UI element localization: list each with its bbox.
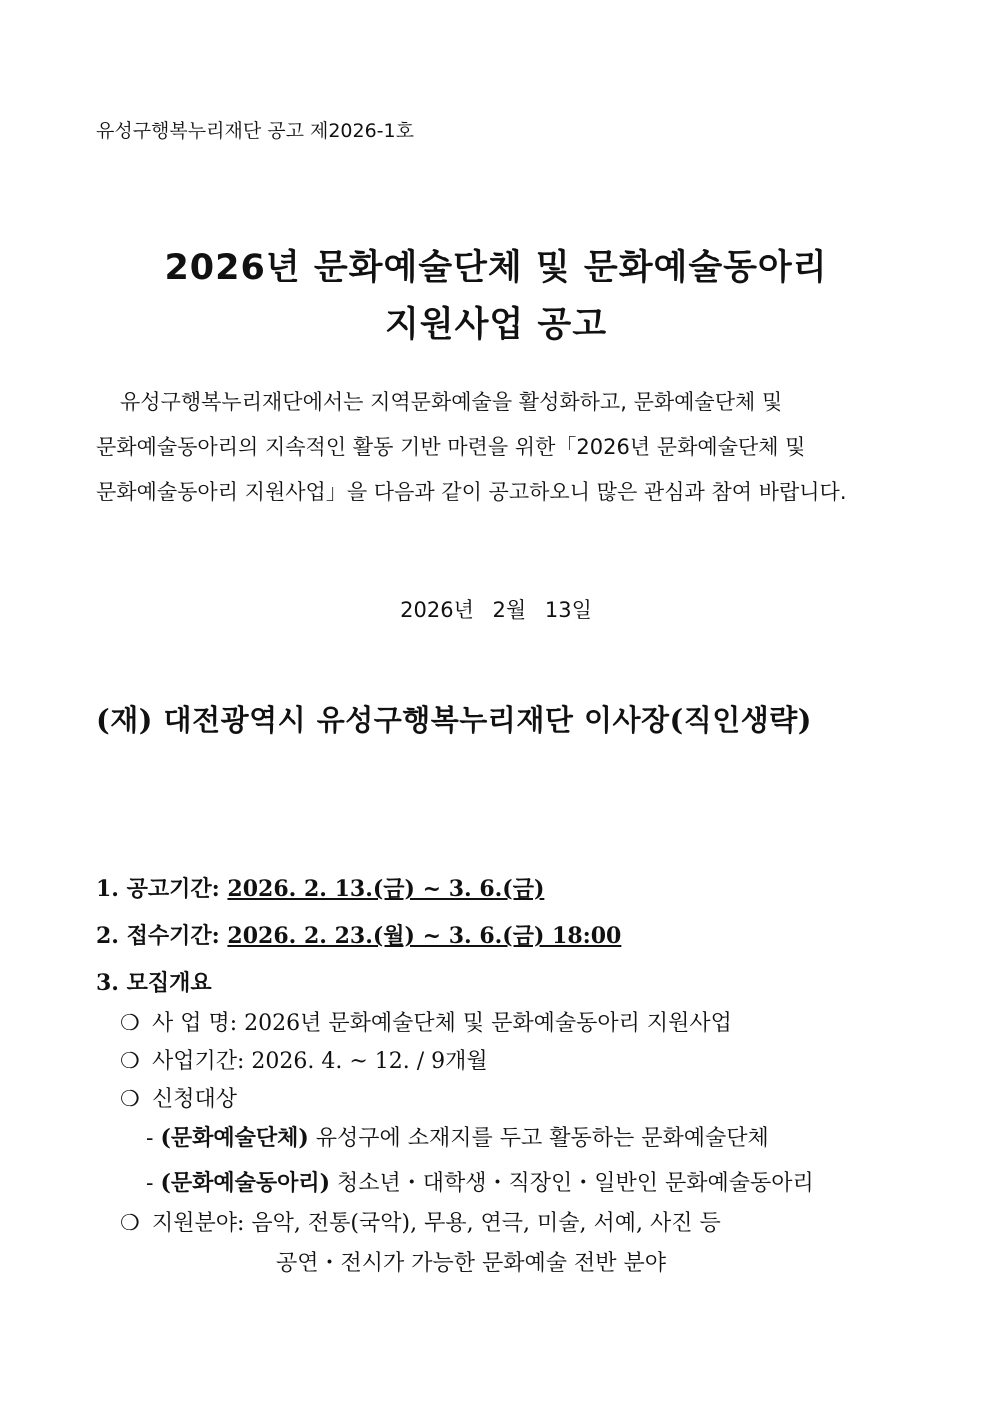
project-name-text: 사 업 명: 2026년 문화예술단체 및 문화예술동아리 지원사업: [152, 1011, 732, 1036]
section-overview-heading: 3. 모집개요: [96, 970, 212, 996]
page-title-line2: 지원사업 공고: [384, 305, 608, 345]
circle-bullet-icon: ❍: [120, 1211, 140, 1236]
target-group2-text: 청소년・대학생・직장인・일반인 문화예술동아리: [330, 1171, 814, 1196]
section-notice-period-label: 1. 공고기간:: [96, 876, 228, 902]
notice-number: 유성구행복누리재단 공고 제2026-1호: [96, 120, 414, 142]
section-receipt-period-label: 2. 접수기간:: [96, 923, 228, 949]
intro-paragraph: [96, 380, 896, 515]
circle-bullet-icon: ❍: [120, 1087, 140, 1112]
section-notice-period-value: 2026. 2. 13.(금) ~ 3. 6.(금): [227, 876, 545, 902]
target-group1-label: (문화예술단체): [160, 1125, 309, 1151]
target-group-arts-organization: [146, 1121, 769, 1152]
fields-text: 지원분야: 음악, 전통(국악), 무용, 연극, 미술, 서예, 사진 등: [152, 1211, 721, 1236]
section-notice-period: [96, 872, 544, 903]
fields-continuation: 공연・전시가 가능한 문화예술 전반 분야: [276, 1251, 667, 1276]
target-group2-label: (문화예술동아리): [160, 1170, 331, 1196]
intro-line2: 문화예술동아리의 지속적인 활동 기반 마련을 위한「2026년 문화예술단체 및: [96, 435, 806, 459]
section-receipt-period-value: 2026. 2. 23.(월) ~ 3. 6.(금) 18:00: [227, 923, 622, 949]
page-title-line1: 2026년 문화예술단체 및 문화예술동아리: [164, 248, 828, 288]
circle-bullet-icon: ❍: [120, 1049, 140, 1074]
target-group-arts-club: [146, 1166, 814, 1197]
dash-marker: -: [146, 1126, 161, 1151]
section-receipt-period: [96, 919, 621, 950]
intro-line1: 유성구행복누리재단에서는 지역문화예술을 활성화하고, 문화예술단체 및: [120, 390, 783, 414]
overview-item-project-name: [120, 1006, 732, 1037]
dash-marker: -: [146, 1171, 161, 1196]
target-group1-text: 유성구에 소재지를 두고 활동하는 문화예술단체: [308, 1126, 769, 1151]
notice-date: 2026년 2월 13일: [400, 598, 592, 622]
overview-item-target: [120, 1082, 237, 1113]
issuer: (재) 대전광역시 유성구행복누리재단 이사장(직인생략): [96, 703, 812, 737]
overview-item-fields: [120, 1206, 721, 1237]
period-text: 사업기간: 2026. 4. ~ 12. / 9개월: [152, 1049, 488, 1074]
intro-line3: 문화예술동아리 지원사업」을 다음과 같이 공고하오니 많은 관심과 참여 바랍니다.: [96, 480, 847, 504]
circle-bullet-icon: ❍: [120, 1011, 140, 1036]
target-text: 신청대상: [152, 1087, 238, 1112]
overview-item-period: [120, 1044, 488, 1075]
